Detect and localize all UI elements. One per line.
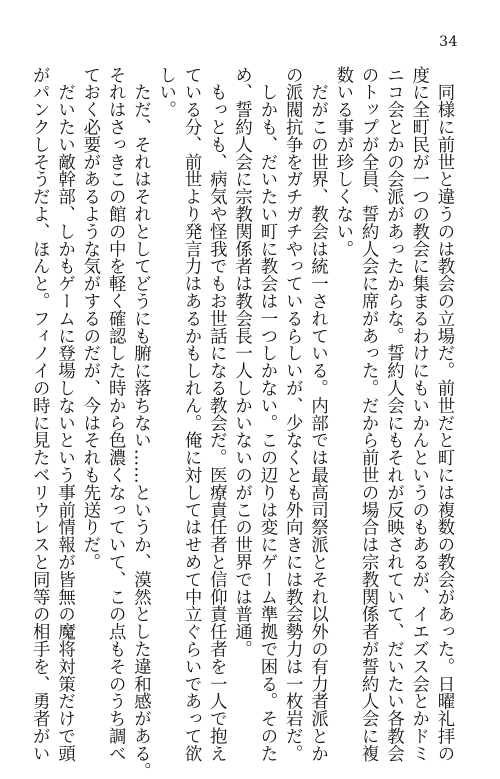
text-line: ただ、それはそれとしてどうにも腑に落ちない……というか、漠然とした違和感がある。 [130, 66, 151, 779]
text-line: もっとも、病気や怪我でもお世話になる教会だ。医療責任者と信仰責任者を一人で抱え [206, 66, 227, 762]
text-line: しかも、だいたい町に教会は一つしかない。この辺りは変にゲーム準拠で困る。そのた [256, 66, 277, 762]
text-line: のトップが全員、誓約人会に席があった。だから前世の場合は宗教関係者が誓約人会に複 [358, 66, 379, 762]
text-line: がパンクしそうだよ、ほんと。フィノイの時に見たベリウレスと同等の相手を、勇者がい [29, 66, 50, 762]
text-line: それはさっきこの館の中を軽く確認した時から色濃くなっていて、この点もそのうち調べ [105, 66, 126, 762]
text-line: だいたい敵幹部、しかもゲームに登場しないという事前情報が皆無の魔将対策だけで頭 [54, 66, 75, 762]
text-line: 同様に前世と違うのは教会の立場だ。前世だと町には複数の教会があった。日曜礼拝の [434, 66, 454, 762]
text-line: ておく必要があるような気がするのだが、今はそれも先送りだ。 [79, 66, 100, 571]
text-line: だがこの世界、教会は統一されている。内部では最高司祭派とそれ以外の有力者派とか [307, 66, 328, 762]
text-line: ニコ会とかの会派があったからな。誓約人会にもそれが反映されていて、だいたい各教会 [383, 66, 404, 762]
text-line: の派閥抗争をガチガチやっているらしいが、少なくとも外向きには教会勢力は一枚岩だ。 [282, 66, 303, 762]
text-line: 数いる事が珍しくない。 [332, 66, 353, 258]
body-text [29, 66, 456, 779]
text-line: ている分、前世より発言力はあるかもしれん。俺に対してはせめて中立ぐらいであって欲 [181, 66, 202, 762]
text-line: 度に全町民が一つの教会に集まるわけにもいかんというのもあるが、イエズス会とかドミ [408, 66, 429, 762]
text-line: しい。 [155, 66, 176, 119]
page-number: 34 [439, 34, 458, 50]
text-line: め、誓約人会に宗教関係者は教会長一人しかいないのがこの世界では普通。 [231, 66, 252, 658]
